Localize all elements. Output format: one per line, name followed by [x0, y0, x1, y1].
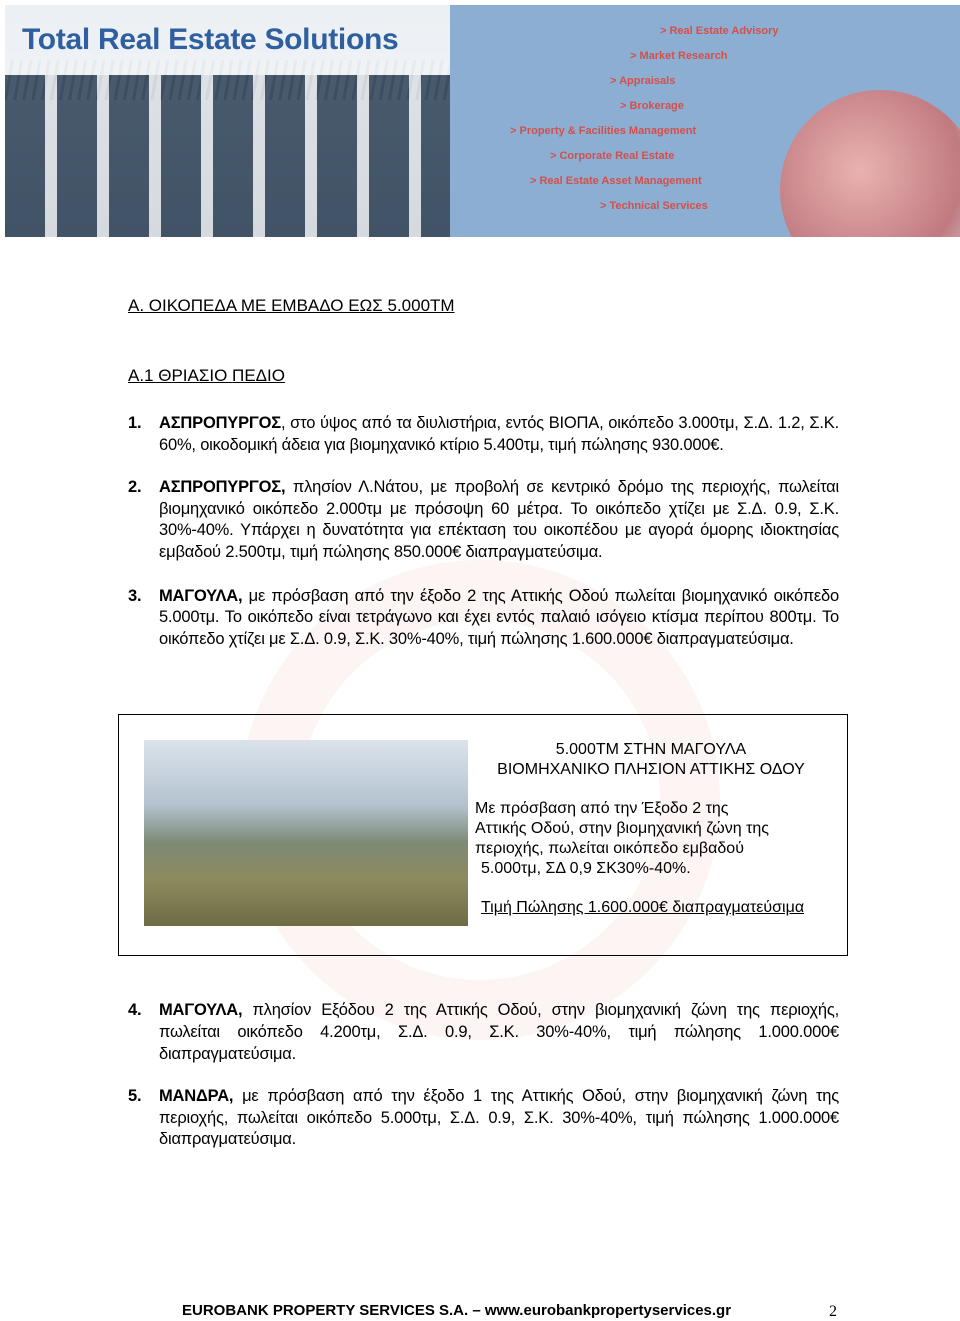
listing-item: [128, 477, 839, 563]
service-label: > Technical Services: [600, 200, 708, 212]
item-text: με πρόσβαση από την έξοδο 2 της Αττικής Οδού πωλείται βιομηχανικό οικόπεδο 5.000τμ. Το οικόπεδο είναι τετράγωνο και έχει εντός παλαιό ισόγειο κτίσμα περίπου 800τμ. Το οικόπεδο χτίζει με Σ.Δ. 0.9, Σ.Κ. 30%-40%, τιμή πώλησης 1.600.000€ διαπραγματεύσιμα.: [159, 586, 839, 648]
document-body: [128, 296, 839, 1151]
item-location: ΜΑΓΟΥΛΑ,: [159, 1001, 243, 1020]
feature-text: [475, 740, 827, 918]
item-location: ΜΑΝΔΡΑ,: [159, 1087, 234, 1106]
item-number: 4.: [128, 1001, 142, 1020]
globe-graphic: [780, 90, 960, 237]
item-location: ΜΑΓΟΥΛΑ,: [159, 586, 243, 605]
listing-item: [128, 1000, 839, 1065]
section-title: Α. ΟΙΚΟΠΕΔΑ ΜΕ ΕΜΒΑΔΟ ΕΩΣ 5.000ΤΜ: [128, 296, 455, 315]
listing-item: [128, 413, 839, 456]
section-subtitle: Α.1 ΘΡΙΑΣΙΟ ΠΕΔΙΟ: [128, 366, 285, 385]
feature-line: 5.000τμ, ΣΔ 0,9 ΣΚ30%-40%.: [481, 860, 691, 878]
footer-url: www.eurobankpropertyservices.gr: [484, 1302, 732, 1319]
page-number: 2: [829, 1303, 837, 1320]
feature-price: Τιμή Πώλησης 1.600.000€ διαπραγματεύσιμα: [481, 899, 805, 917]
footer-dash: –: [472, 1302, 481, 1319]
building-photo: [5, 5, 450, 237]
header-banner: [5, 5, 960, 237]
service-label: > Real Estate Asset Management: [530, 175, 702, 187]
item-text: πλησίον Εξόδου 2 της Αττικής Οδού, στην βιομηχανική ζώνη της περιοχής, πωλείται οικόπεδο 4.200τμ, Σ.Δ. 0.9, Σ.Κ. 30%-40%, τιμή πώλησης 1.000.000€ διαπραγματεύσιμα.: [159, 1001, 839, 1063]
listing-item: [128, 586, 839, 651]
feature-line: Αττικής Οδού, στην βιομηχανική ζώνη της: [475, 820, 769, 838]
service-label: > Market Research: [630, 50, 728, 62]
service-label: > Property & Facilities Management: [510, 125, 697, 137]
service-label: > Real Estate Advisory: [660, 25, 779, 37]
land-photo: [144, 740, 468, 926]
item-text: πλησίον Λ.Νάτου, με προβολή σε κεντρικό δρόμο της περιοχής, πωλείται βιομηχανικό οικόπεδο 2.000τμ με πρόσοψη 60 μέτρα. Το οικόπεδο χτίζει με Σ.Δ. 0.9, Σ.Κ. 30%-40%. Υπάρχει η δυνατότητα για επέκταση του οικοπέδου με αγορά όμορης ιδιοκτησίας εμβαδού 2.500τμ, τιμή πώλησης 850.000€ διαπραγματεύσιμα.: [159, 478, 839, 561]
service-label: > Brokerage: [620, 100, 684, 112]
brand-logo-text: Total Real Estate Solutions: [22, 23, 399, 56]
feature-line: Με πρόσβαση από την Έξοδο 2 της: [475, 800, 729, 818]
feature-subtitle: ΒΙΟΜΗΧΑΝΙΚΟ ΠΛΗΣΙΟΝ ΑΤΤΙΚΗΣ ΟΔΟΥ: [497, 761, 805, 779]
item-location: ΑΣΠΡΟΠΥΡΓΟΣ,: [159, 478, 286, 497]
item-number: 2.: [128, 478, 142, 497]
services-panel: [450, 5, 960, 237]
service-label: > Appraisals: [610, 75, 676, 87]
listing-item: [128, 1086, 839, 1151]
item-number: 3.: [128, 586, 142, 605]
item-location: ΑΣΠΡΟΠΥΡΓΟΣ: [159, 414, 281, 432]
item-text: με πρόσβαση από την έξοδο 1 της Αττικής Οδού, στην βιομηχανική ζώνη της περιοχής, πωλείται οικόπεδο 5.000τμ, Σ.Δ. 0.9, Σ.Κ. 30%-40%, τιμή πώλησης 1.000.000€ διαπραγματεύσιμα.: [159, 1087, 839, 1149]
featured-listing-box: [118, 714, 848, 956]
item-number: 1.: [128, 414, 142, 432]
footer: [182, 1302, 731, 1319]
feature-title: 5.000ΤΜ ΣΤΗΝ ΜΑΓΟΥΛΑ: [555, 741, 747, 759]
item-number: 5.: [128, 1087, 142, 1106]
feature-line: περιοχής, πωλείται οικόπεδο εμβαδού: [475, 840, 744, 858]
footer-company: EUROBANK PROPERTY SERVICES S.A.: [182, 1302, 469, 1319]
service-label: > Corporate Real Estate: [550, 150, 675, 162]
item-text: , στο ύψος από τα διυλιστήρια, εντός ΒΙΟΠΑ, οικόπεδο 3.000τμ, Σ.Δ. 1.2, Σ.Κ. 60%, οικοδομική άδεια για βιομηχανικό κτίριο 5.400τμ, τιμή πώλησης 930.000€.: [159, 414, 839, 454]
services-list: [510, 19, 779, 219]
